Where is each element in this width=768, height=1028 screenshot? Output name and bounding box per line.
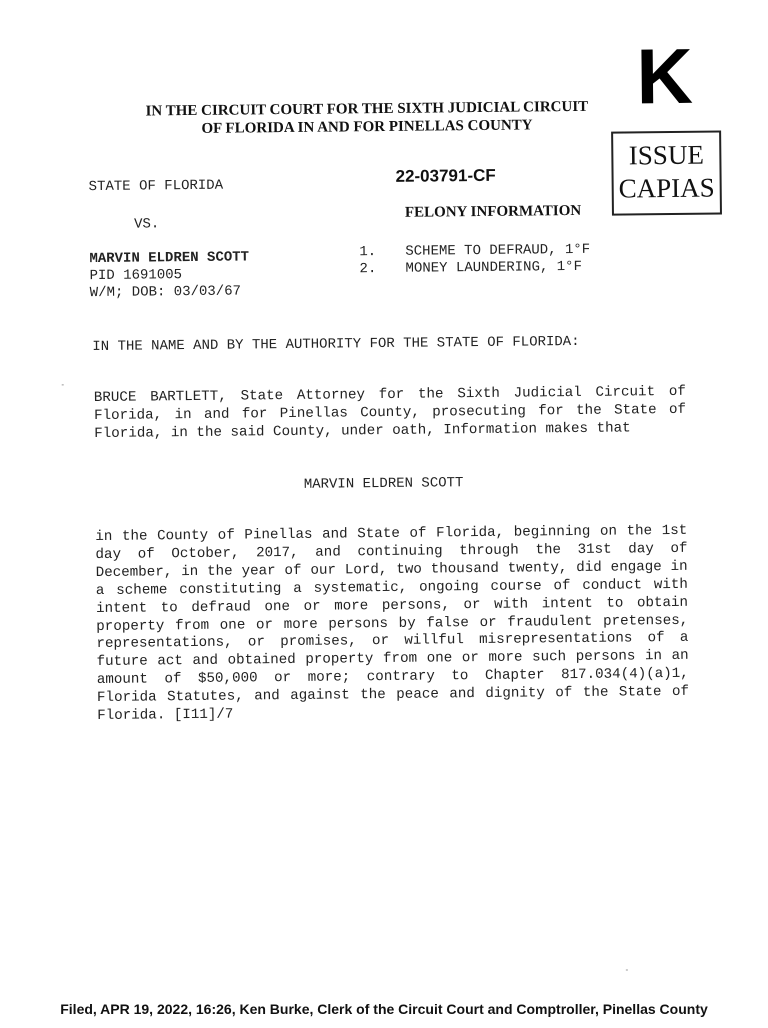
issue-capias-stamp	[611, 130, 722, 215]
case-number: 22-03791-CF	[395, 165, 496, 186]
court-heading-line1: IN THE CIRCUIT COURT FOR THE SIXTH JUDICIAL CIRCUIT	[145, 98, 589, 120]
stamp-line1: ISSUE	[628, 139, 705, 171]
charge-item	[359, 259, 590, 278]
stamp-line2: CAPIAS	[618, 172, 715, 204]
defendant-block	[89, 249, 249, 302]
defendant-demographics: W/M; DOB: 03/03/67	[89, 283, 242, 302]
charge-number: 2.	[359, 261, 377, 278]
versus: VS.	[133, 216, 160, 233]
charges-list	[359, 242, 590, 278]
court-heading-line2: OF FLORIDA IN AND FOR PINELLAS COUNTY	[201, 117, 533, 137]
charge-text: MONEY LAUNDERING, 1°F	[405, 258, 583, 277]
charge-text: SCHEME TO DEFRAUD, 1°F	[405, 241, 591, 260]
defendant-name: MARVIN ELDREN SCOTT	[89, 249, 250, 268]
court-heading	[117, 98, 617, 139]
charge-number: 1.	[359, 244, 377, 261]
stamp-letter: K	[636, 31, 694, 121]
filing-stamp-footer: Filed, APR 19, 2022, 16:26, Ken Burke, Clerk of the Circuit Court and Comptroller, Pinellas County	[60, 1001, 708, 1017]
defendant-name-centered: MARVIN ELDREN SCOTT	[303, 475, 464, 493]
scan-speck	[62, 384, 64, 385]
document-type: FELONY INFORMATION	[404, 202, 582, 221]
paragraph-charge-description: in the County of Pinellas and State of Florida, beginning on the 1st day of October, 2017, and continuing through the 31st day of December, in the year of our Lord, two thousand twenty, did engage in a scheme constituting a systematic, ongoing course of conduct with intent to defraud one or more persons, or with intent to obtain property from one or more persons by false or fraudulent pretenses, representations, or promises, or willful misrepresentations of a future act and obtained property from one or more such persons in an amount of $50,000 or more; contrary to Chapter 817.034(4)(a)1, Florida Statutes, and against the peace and dignity of the State of Florida. [I11]/7	[95, 522, 690, 725]
scan-speck	[626, 969, 628, 970]
defendant-pid: PID 1691005	[89, 267, 183, 285]
authority-line: IN THE NAME AND BY THE AUTHORITY FOR THE STATE OF FLORIDA:	[92, 333, 580, 356]
paragraph-state-attorney: BRUCE BARTLETT, State Attorney for the Sixth Judicial Circuit of Florida, in and for Pinellas County, prosecuting for the State of Florida, in the said County, under oath, Information makes that	[93, 383, 687, 443]
plaintiff: STATE OF FLORIDA	[88, 177, 224, 196]
